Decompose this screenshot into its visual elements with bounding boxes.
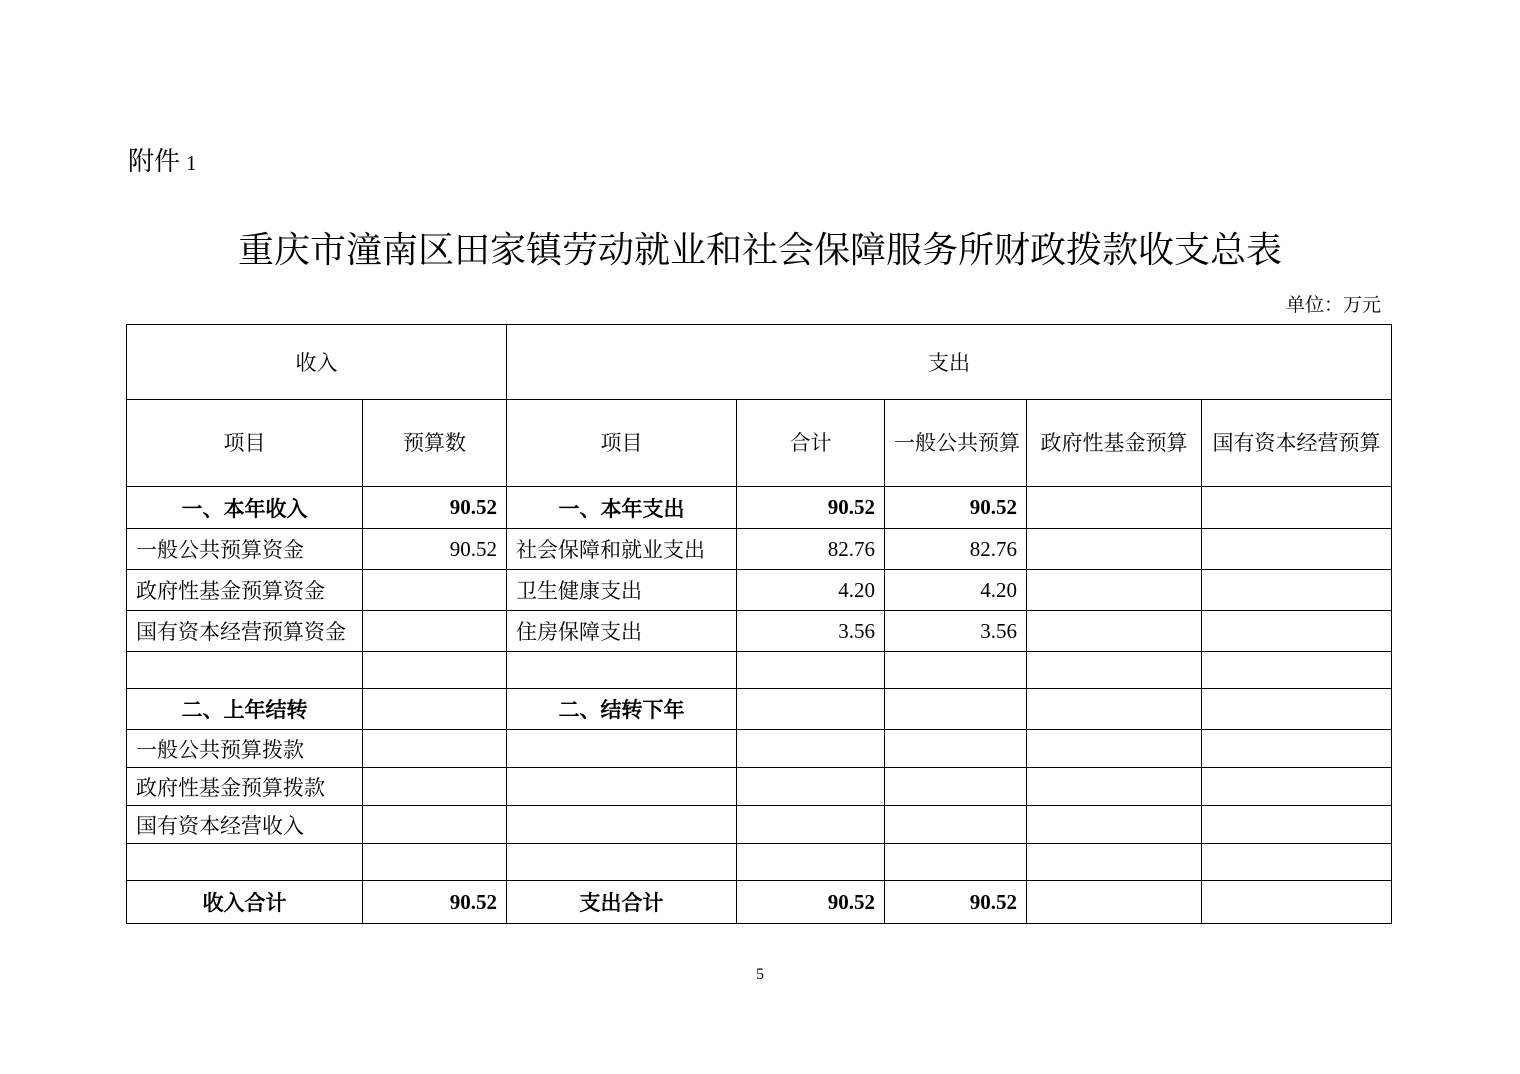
capital-budget-cell [1202, 768, 1392, 806]
income-budget-cell [363, 652, 507, 689]
fund-budget-cell [1027, 768, 1202, 806]
general-budget-cell [885, 844, 1027, 881]
total-cell: 3.56 [737, 611, 885, 652]
income-budget-cell: 90.52 [363, 487, 507, 529]
income-budget-cell [363, 611, 507, 652]
total-cell [737, 730, 885, 768]
attachment-number: 1 [186, 151, 197, 175]
page-number: 5 [756, 966, 764, 983]
table-row [127, 844, 1392, 881]
expense-total-value: 90.52 [737, 881, 885, 924]
income-item-cell: 一般公共预算拨款 [127, 730, 363, 768]
general-budget-cell [885, 689, 1027, 730]
general-budget-cell [885, 806, 1027, 844]
unit-label: 单位：万元 [1285, 294, 1381, 316]
total-cell: 4.20 [737, 570, 885, 611]
income-budget-cell [363, 730, 507, 768]
header-general-budget: 一般公共预算 [885, 400, 1027, 487]
section-income: 收入 [127, 325, 507, 400]
expense-item-cell [507, 844, 737, 881]
fund-budget-cell [1027, 652, 1202, 689]
capital-budget-cell [1202, 806, 1392, 844]
budget-summary-table [126, 324, 1392, 924]
expense-item-cell [507, 806, 737, 844]
fund-budget-total-value [1027, 881, 1202, 924]
income-budget-cell [363, 570, 507, 611]
header-income-item: 项目 [127, 400, 363, 487]
table-row [127, 611, 1392, 652]
fund-budget-cell [1027, 487, 1202, 529]
general-budget-cell: 82.76 [885, 529, 1027, 570]
general-budget-cell [885, 730, 1027, 768]
income-item-cell: 二、上年结转 [127, 689, 363, 730]
section-expense: 支出 [507, 325, 1392, 400]
expense-item-cell: 社会保障和就业支出 [507, 529, 737, 570]
header-income-budget: 预算数 [363, 400, 507, 487]
income-item-cell: 一般公共预算资金 [127, 529, 363, 570]
income-item-cell [127, 844, 363, 881]
total-cell: 82.76 [737, 529, 885, 570]
income-budget-cell [363, 768, 507, 806]
expense-item-cell: 卫生健康支出 [507, 570, 737, 611]
expense-item-cell: 住房保障支出 [507, 611, 737, 652]
total-cell [737, 768, 885, 806]
header-expense-item: 项目 [507, 400, 737, 487]
table-row [127, 768, 1392, 806]
fund-budget-cell [1027, 806, 1202, 844]
fund-budget-cell [1027, 844, 1202, 881]
table-row [127, 652, 1392, 689]
total-cell [737, 689, 885, 730]
capital-budget-cell [1202, 611, 1392, 652]
document-title: 重庆市潼南区田家镇劳动就业和社会保障服务所财政拨款收支总表 [237, 230, 1282, 271]
income-total-value: 90.52 [363, 881, 507, 924]
attachment-text: 附件 [128, 147, 181, 177]
header-total: 合计 [737, 400, 885, 487]
expense-item-cell: 一、本年支出 [507, 487, 737, 529]
income-item-cell: 政府性基金预算拨款 [127, 768, 363, 806]
header-fund-budget: 政府性基金预算 [1027, 400, 1202, 487]
fund-budget-cell [1027, 730, 1202, 768]
income-budget-cell [363, 806, 507, 844]
income-budget-cell: 90.52 [363, 529, 507, 570]
total-cell [737, 806, 885, 844]
expense-item-cell [507, 730, 737, 768]
fund-budget-cell [1027, 529, 1202, 570]
capital-budget-cell [1202, 652, 1392, 689]
column-header-row [127, 400, 1392, 487]
general-budget-total-value: 90.52 [885, 881, 1027, 924]
expense-item-cell [507, 652, 737, 689]
capital-budget-cell [1202, 487, 1392, 529]
table-row [127, 487, 1392, 529]
income-budget-cell [363, 844, 507, 881]
fund-budget-cell [1027, 570, 1202, 611]
expense-item-cell [507, 768, 737, 806]
total-cell [737, 844, 885, 881]
income-item-cell [127, 652, 363, 689]
income-total-label: 收入合计 [127, 881, 363, 924]
income-item-cell: 政府性基金预算资金 [127, 570, 363, 611]
fund-budget-cell [1027, 689, 1202, 730]
income-item-cell: 国有资本经营收入 [127, 806, 363, 844]
table-row [127, 529, 1392, 570]
total-cell [737, 652, 885, 689]
expense-total-label: 支出合计 [507, 881, 737, 924]
table-row [127, 806, 1392, 844]
capital-budget-total-value [1202, 881, 1392, 924]
capital-budget-cell [1202, 529, 1392, 570]
attachment-label [128, 142, 197, 183]
general-budget-cell [885, 768, 1027, 806]
capital-budget-cell [1202, 570, 1392, 611]
header-state-capital-budget: 国有资本经营预算 [1202, 400, 1392, 487]
general-budget-cell: 4.20 [885, 570, 1027, 611]
table-row [127, 730, 1392, 768]
income-item-cell: 国有资本经营预算资金 [127, 611, 363, 652]
general-budget-cell [885, 652, 1027, 689]
general-budget-cell: 3.56 [885, 611, 1027, 652]
general-budget-cell: 90.52 [885, 487, 1027, 529]
income-item-cell: 一、本年收入 [127, 487, 363, 529]
income-budget-cell [363, 689, 507, 730]
section-header-row [127, 325, 1392, 400]
totals-row [127, 881, 1392, 924]
fund-budget-cell [1027, 611, 1202, 652]
capital-budget-cell [1202, 844, 1392, 881]
capital-budget-cell [1202, 689, 1392, 730]
capital-budget-cell [1202, 730, 1392, 768]
expense-item-cell: 二、结转下年 [507, 689, 737, 730]
total-cell: 90.52 [737, 487, 885, 529]
table-row [127, 570, 1392, 611]
table-row [127, 689, 1392, 730]
